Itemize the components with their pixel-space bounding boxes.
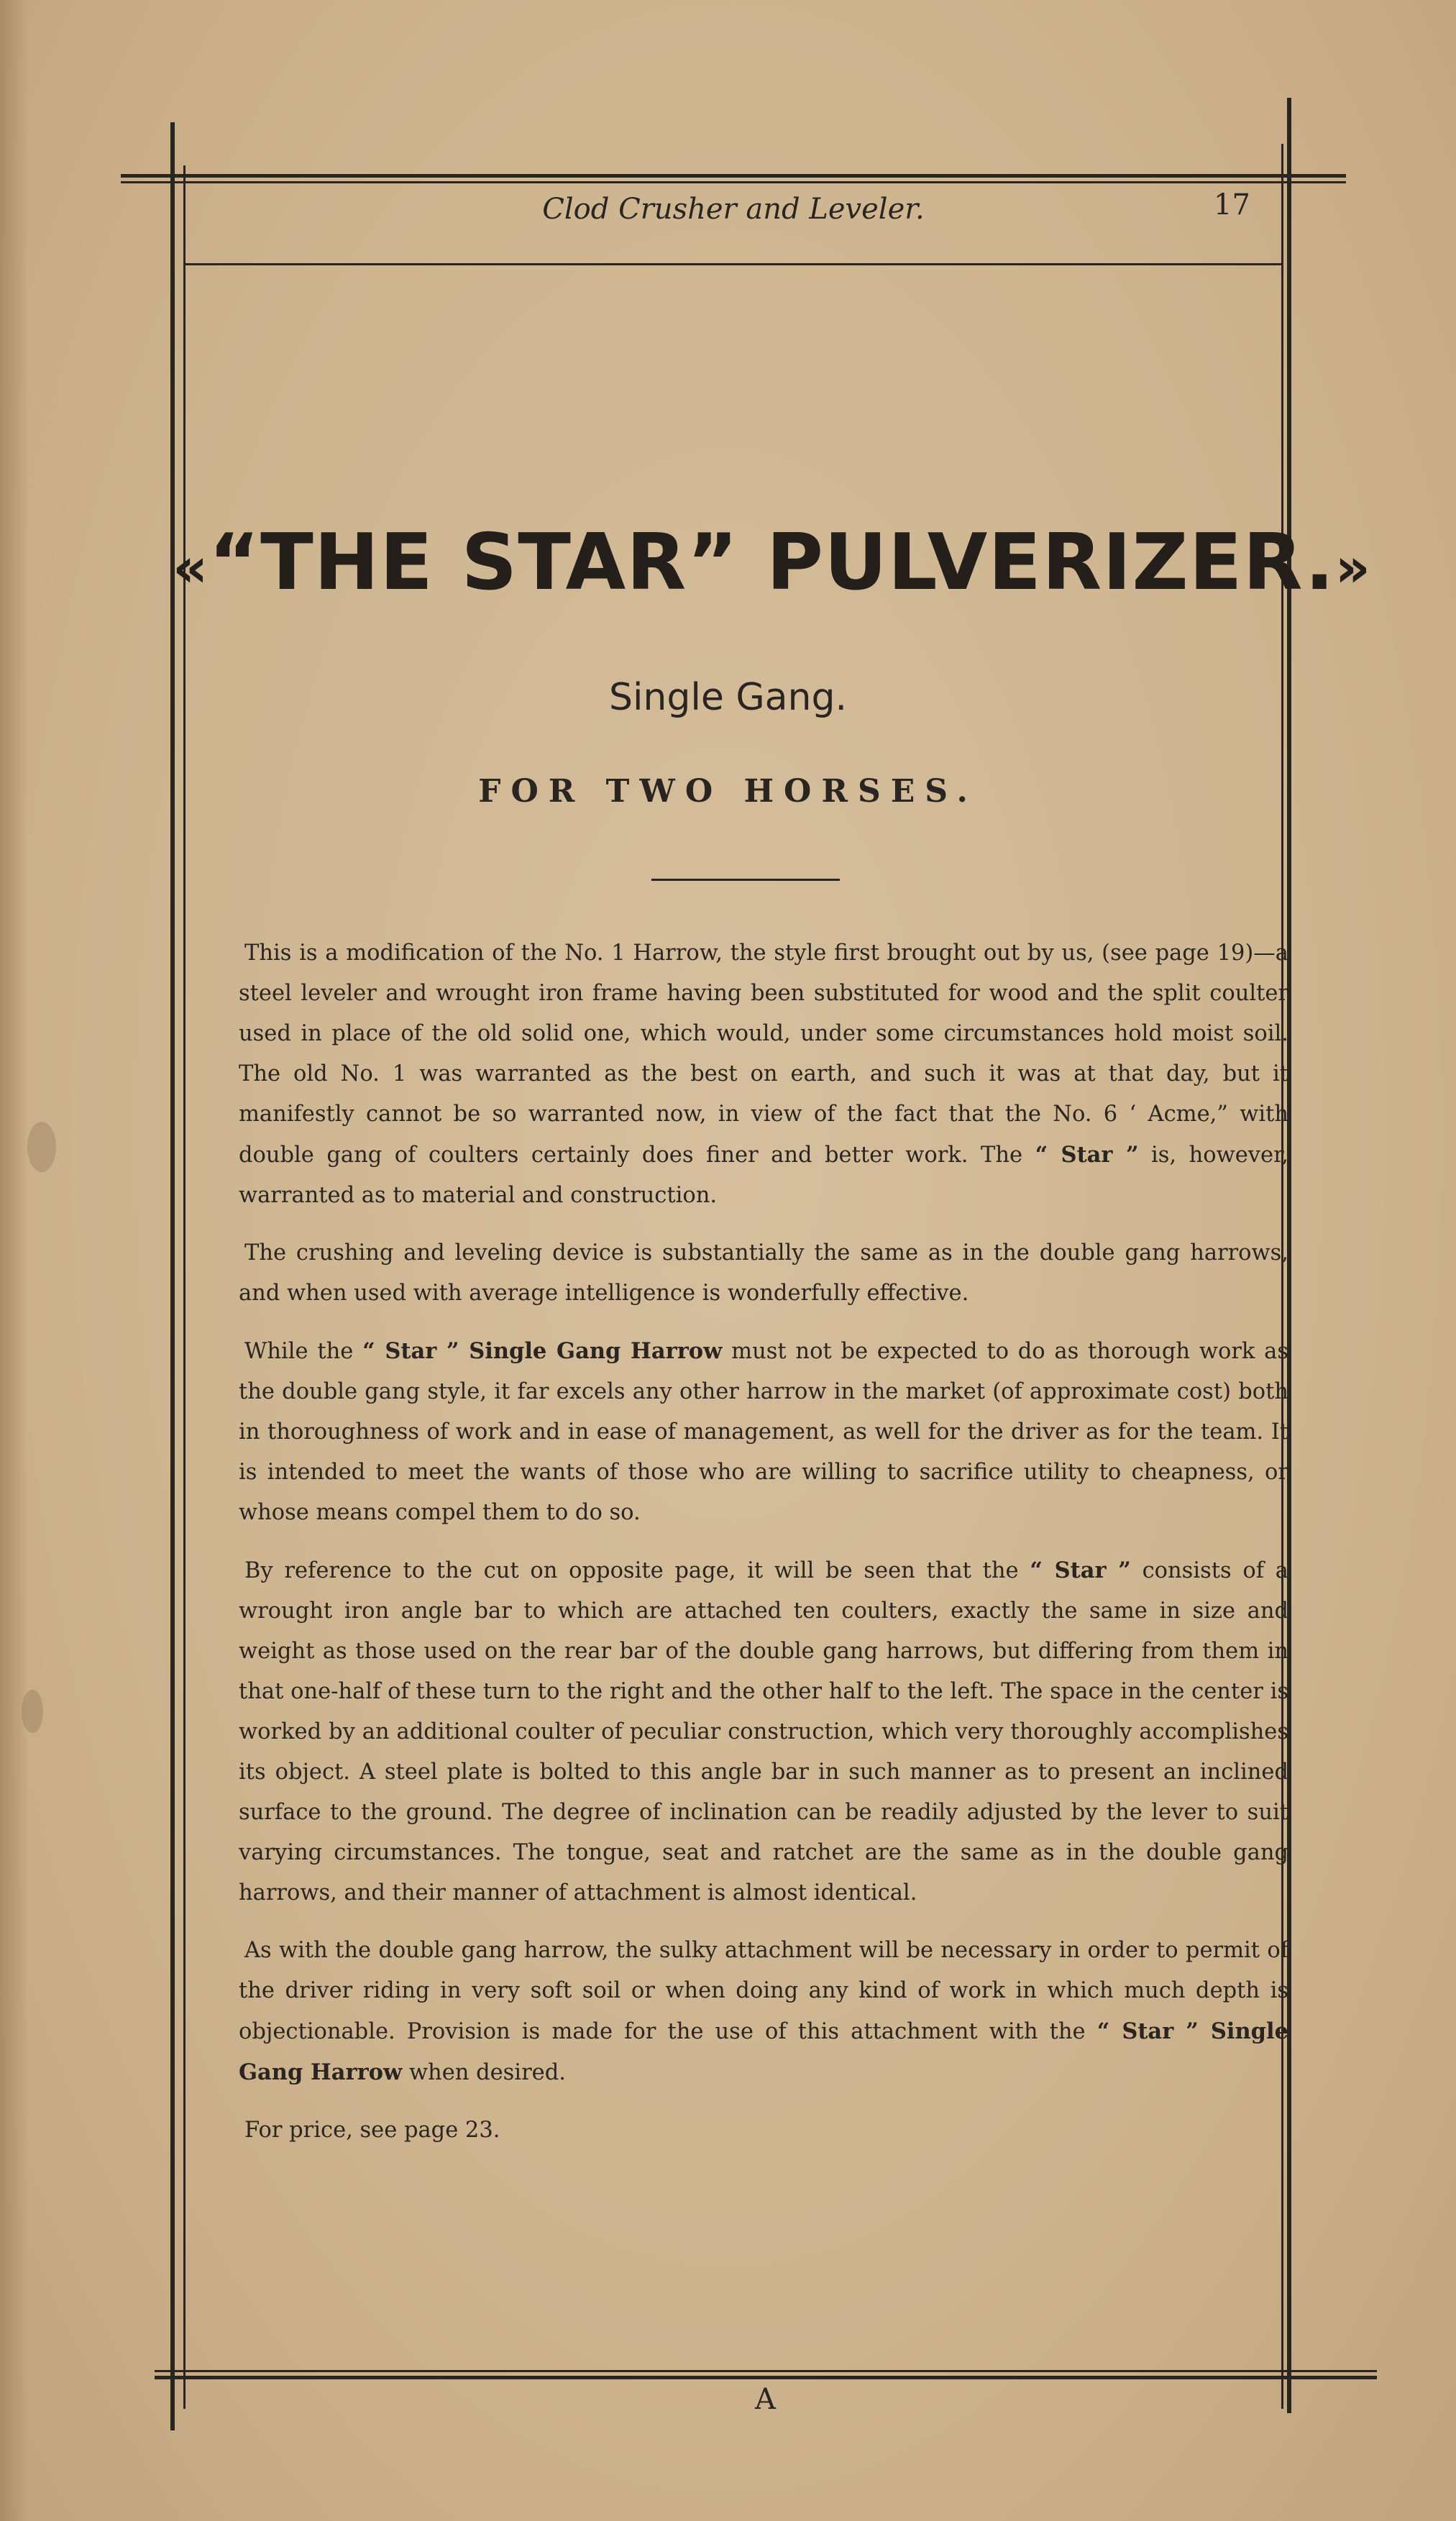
paragraph-3-bold: “ Star ” Single Gang Harrow bbox=[362, 1338, 723, 1364]
signature-letter: A bbox=[755, 2383, 776, 2416]
frame-bottom-inner-line bbox=[155, 2370, 1377, 2372]
paragraph-1 bbox=[239, 933, 1288, 1216]
page-number: 17 bbox=[1214, 188, 1250, 221]
body-text bbox=[239, 933, 1288, 2168]
paragraph-3-text-end: must not be expected to do as thorough work as the double gang style, it far excels any other harrow in the market (of approximate cost) both in thoroughness of work and in ease of management, as well for the driver as for the team. It is intended to meet the wants of those who are willing to sacrifice utility to cheapness, or whose means compel them to do so. bbox=[239, 1339, 1288, 1525]
subtitle-horses: FOR TWO HORSES. bbox=[478, 773, 978, 810]
paragraph-4 bbox=[239, 1550, 1288, 1913]
paragraph-4-bold: “ Star ” bbox=[1030, 1557, 1131, 1583]
header-rule bbox=[183, 263, 1283, 265]
subtitle: Single Gang. bbox=[608, 676, 848, 719]
frame-left-inner-line bbox=[183, 165, 186, 2409]
paragraph-6: For price, see page 23. bbox=[244, 2118, 500, 2143]
paragraph-1-bold: “ Star ” bbox=[1035, 1142, 1139, 1168]
paragraph-5-text-end: when desired. bbox=[402, 2060, 566, 2085]
frame-top-outer-line bbox=[121, 174, 1346, 178]
page-edge-shadow bbox=[0, 0, 29, 2521]
paper-stain bbox=[22, 1690, 43, 1733]
paragraph-3-text: While the bbox=[244, 1339, 363, 1364]
paragraph-4-text: By reference to the cut on opposite page, it will be seen that the bbox=[244, 1558, 1030, 1583]
paragraph-5 bbox=[239, 1931, 1288, 2093]
paragraph-1-text: This is a modification of the No. 1 Harrow, the style first brought out by us, (see page 19)—a steel leveler and wrought iron frame having been substituted for wood and the split coulter used in place of the old solid one, which would, under some circumstances hold moist soil. The old No. 1 was warranted as the best on earth, and such it was at that day, but it manifestly cannot be so warranted now, in view of the fact that the No. 6 ‘ Acme,” with double gang of coulters certainly does finer and better work. The bbox=[239, 941, 1288, 1168]
frame-bottom-outer-line bbox=[155, 2376, 1377, 2379]
running-header-title: Clod Crusher and Leveler. bbox=[542, 193, 925, 226]
title-text: “THE STAR” PULVERIZER. bbox=[209, 518, 1335, 608]
paper-stain bbox=[27, 1122, 56, 1172]
title-ornament-right: » bbox=[1334, 535, 1371, 600]
paragraph-2: The crushing and leveling device is substantially the same as in the double gang harrows, and when used with average intelligence is wonderfully effective. bbox=[239, 1240, 1288, 1306]
paragraph-3 bbox=[239, 1331, 1288, 1533]
paragraph-1-text-end: is, however, warranted as to material and construction. bbox=[239, 1143, 1288, 1208]
title-ornament-left: « bbox=[173, 535, 209, 600]
page-title bbox=[173, 518, 1371, 608]
paragraph-4-text-end: consists of a wrought iron angle bar to which are attached ten coulters, exactly the same in size and weight as those used on the rear bar of the double gang harrows, but differing from them in that one-half of these turn to the right and the other half to the left. The space in the center is worked by an additional coulter of peculiar construction, which very thoroughly accomplishes its object. A steel plate is bolted to this angle bar in such manner as to present an inclined surface to the ground. The degree of inclination can be readily adjusted by the lever to suit varying circumstances. The tongue, seat and ratchet are the same as in the double gang harrows, and their manner of attachment is almost identical. bbox=[239, 1558, 1288, 1905]
paragraph-5-bold: “ Star ” Single Gang Harrow bbox=[239, 2018, 1288, 2085]
section-divider bbox=[651, 879, 840, 881]
frame-top-inner-line bbox=[121, 181, 1346, 183]
paragraph-5-text: As with the double gang harrow, the sulky attachment will be necessary in order to permit of the driver riding in very soft soil or when doing any kind of work in which much depth is objectionable. Provision is made for the use of this attachment with the bbox=[239, 1938, 1288, 2044]
frame-left-outer-line bbox=[170, 122, 175, 2430]
